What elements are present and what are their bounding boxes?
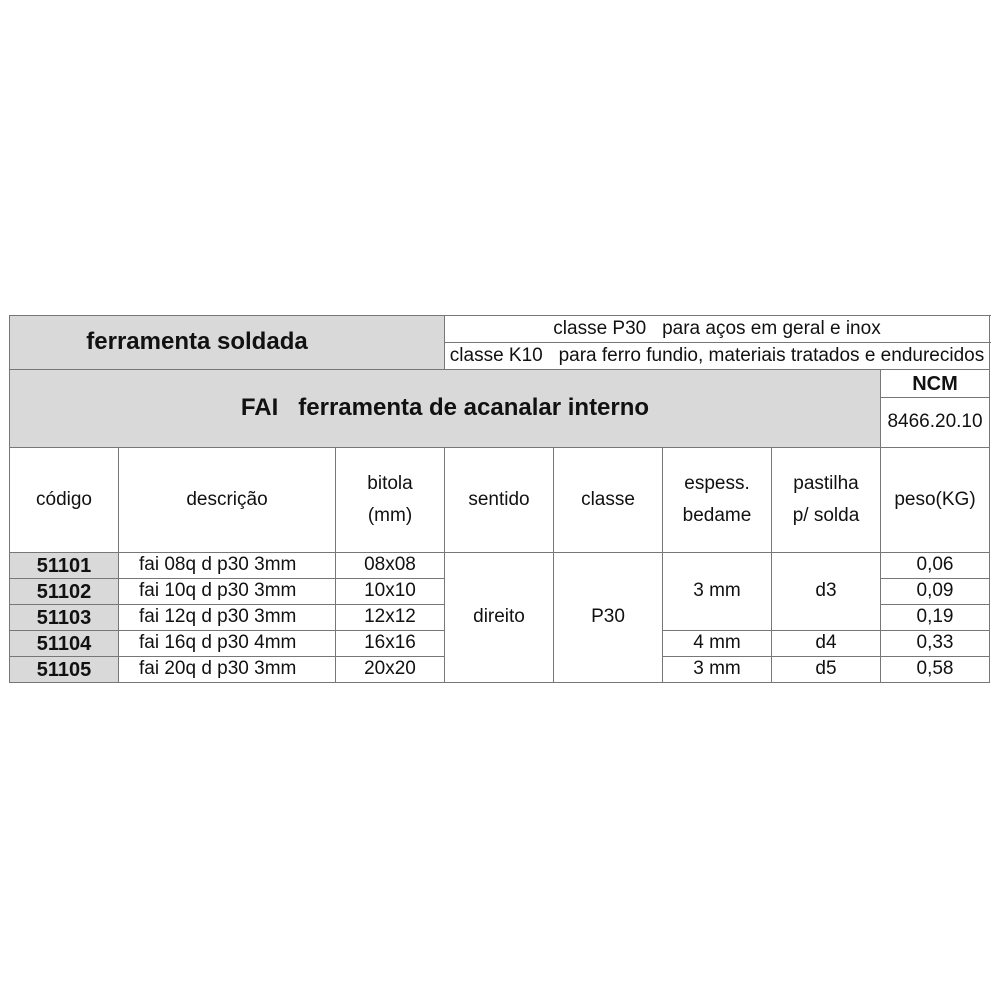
sentido-value: direito (445, 553, 554, 683)
category-title: ferramenta soldada (10, 316, 445, 370)
classe-value: P30 (554, 553, 663, 683)
product-title: FAI ferramenta de acanalar interno (10, 370, 881, 448)
row-codigo: 51103 (10, 605, 119, 631)
row-bitola: 16x16 (336, 631, 445, 657)
col-espess-line2: bedame (682, 505, 752, 526)
col-sentido: sentido (445, 448, 554, 553)
col-bitola-line1: bitola (367, 472, 413, 494)
table-row (10, 553, 990, 579)
class-p30-line: classe P30 para aços em geral e inox (445, 316, 990, 343)
row-codigo: 51104 (10, 631, 119, 657)
col-espess (663, 448, 772, 553)
row-descricao: fai 08q d p30 3mm (119, 553, 336, 579)
pastilha-group1-value: d3 (772, 553, 881, 631)
row-peso: 0,58 (881, 657, 990, 683)
pastilha-row4-value: d4 (772, 631, 881, 657)
class-k10-line: classe K10 para ferro fundio, materiais tratados e endurecidos (445, 343, 990, 370)
row-bitola: 20x20 (336, 657, 445, 683)
row-peso: 0,19 (881, 605, 990, 631)
row-codigo: 51101 (10, 553, 119, 579)
row-peso: 0,09 (881, 579, 990, 605)
col-codigo: código (10, 448, 119, 553)
row-descricao: fai 16q d p30 4mm (119, 631, 336, 657)
col-pastilha-line1: pastilha (793, 472, 859, 494)
row-codigo: 51102 (10, 579, 119, 605)
espess-row4-value: 4 mm (663, 631, 772, 657)
espess-row5-value: 3 mm (663, 657, 772, 683)
col-espess-line1: espess. (684, 472, 750, 494)
ncm-label: NCM (881, 370, 990, 398)
row-bitola: 12x12 (336, 605, 445, 631)
espess-group1-value: 3 mm (663, 553, 772, 631)
pastilha-row5-value: d5 (772, 657, 881, 683)
row-bitola: 10x10 (336, 579, 445, 605)
row-descricao: fai 10q d p30 3mm (119, 579, 336, 605)
col-pastilha (772, 448, 881, 553)
row-descricao: fai 12q d p30 3mm (119, 605, 336, 631)
row-descricao: fai 20q d p30 3mm (119, 657, 336, 683)
row-peso: 0,33 (881, 631, 990, 657)
col-descricao: descrição (119, 448, 336, 553)
col-classe: classe (554, 448, 663, 553)
row-codigo: 51105 (10, 657, 119, 683)
product-table (9, 315, 990, 683)
row-bitola: 08x08 (336, 553, 445, 579)
col-pastilha-line2: p/ solda (792, 505, 860, 526)
col-bitola (336, 448, 445, 553)
row-peso: 0,06 (881, 553, 990, 579)
col-bitola-line2: (mm) (367, 505, 413, 526)
col-peso: peso(KG) (881, 448, 990, 553)
ncm-value: 8466.20.10 (881, 398, 990, 448)
